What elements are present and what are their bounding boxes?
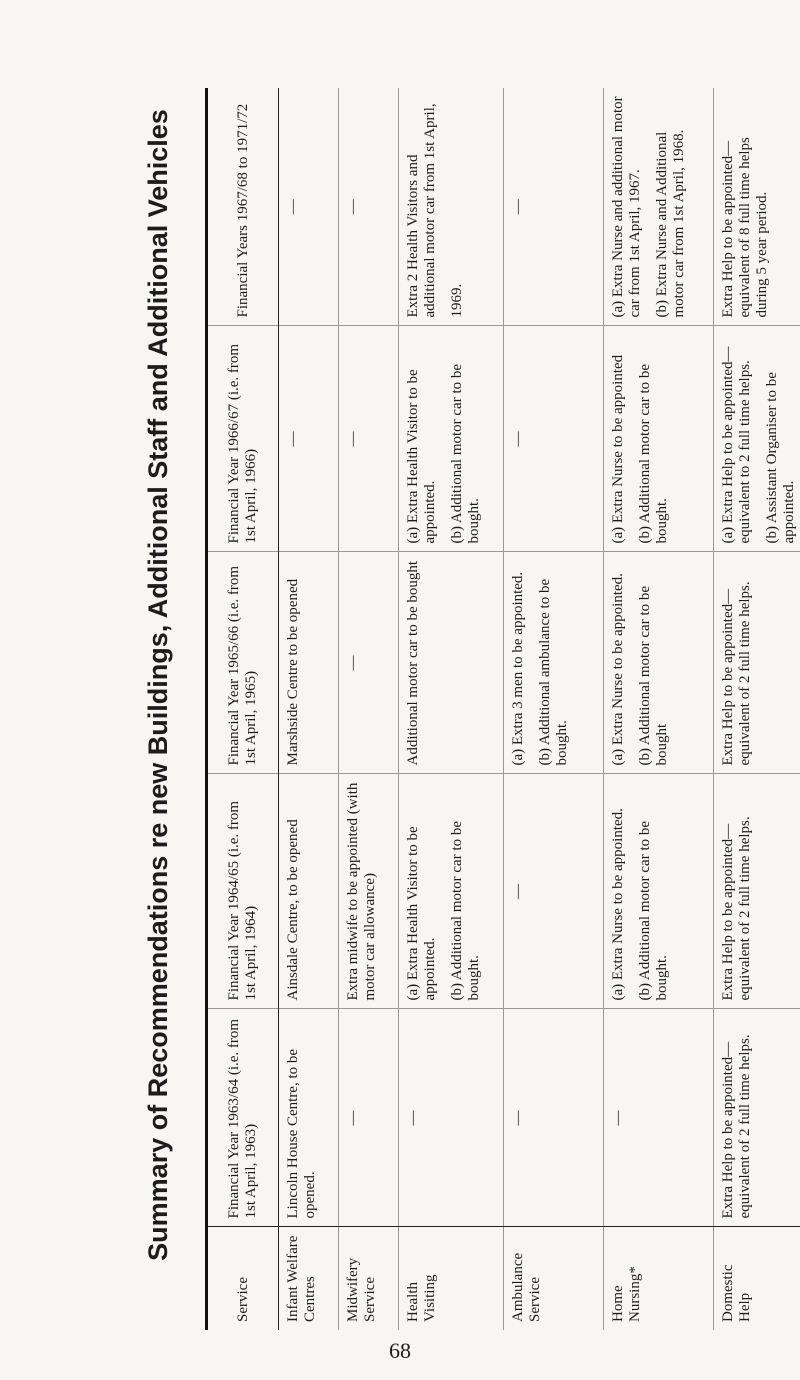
cell-1963: — bbox=[510, 1110, 526, 1126]
cell-1963: Extra Help to be appointed—equivalent of 2 full time helps. bbox=[714, 1009, 800, 1227]
row-home-nursing bbox=[604, 88, 714, 1330]
item-b: (b) Additional motor car to be bought. bbox=[637, 363, 670, 544]
service-label: Health Visiting bbox=[399, 1227, 504, 1330]
item-text: Extra 2 Health Visitors and additional motor car from 1st April, bbox=[405, 103, 438, 318]
cell-1964: — bbox=[510, 884, 526, 899]
service-label: Ambulance Service bbox=[504, 1227, 604, 1330]
item-a: (a) Extra Health Visitor to be appointed. bbox=[405, 369, 438, 544]
item-b: (b) Additional motor car to be bought. bbox=[637, 820, 670, 1001]
recommendations-table-rotated bbox=[205, 88, 800, 1330]
cell-1967 bbox=[604, 88, 714, 326]
header-service: Service bbox=[207, 1227, 279, 1330]
cell-1964: Extra midwife to be appointed (with motor car allowance) bbox=[339, 774, 399, 1009]
service-label: Infant Welfare Centres bbox=[279, 1227, 339, 1330]
row-health-visiting bbox=[399, 88, 504, 1330]
cell-1964 bbox=[399, 774, 504, 1009]
item-a: (a) Extra Nurse to be appointed. bbox=[610, 808, 626, 1001]
service-label: Home Nursing* bbox=[604, 1227, 714, 1330]
item-b: (b) Additional motor car to be bought. bbox=[449, 363, 482, 544]
cell-1966: — bbox=[510, 431, 526, 447]
header-1965: Financial Year 1965/66 (i.e. from 1st April, 1965) bbox=[207, 552, 279, 774]
item-a: (a) Extra Help to be appointed—equivalent to 2 full time helps. bbox=[720, 346, 753, 544]
row-midwifery bbox=[339, 88, 399, 1330]
cell-1963: — bbox=[345, 1110, 361, 1126]
cell-1966 bbox=[604, 326, 714, 552]
cell-1965: Marshside Centre to be opened bbox=[279, 552, 339, 774]
item-a: (a) Extra 3 men to be appointed. bbox=[510, 571, 526, 766]
recommendations-table bbox=[205, 88, 800, 1330]
cell-1964: Extra Help to be appointed—equivalent of 2 full time helps. bbox=[714, 774, 800, 1009]
header-1964: Financial Year 1964/65 (i.e. from 1st April, 1964) bbox=[207, 774, 279, 1009]
page-number: 68 bbox=[389, 1338, 411, 1363]
cell-1965: — bbox=[345, 655, 361, 671]
row-infant-welfare bbox=[279, 88, 339, 1330]
cell-1966: — bbox=[345, 431, 361, 447]
page-title: Summary of Recommendations re new Buildings, Additional Staff and Additional Vehicles bbox=[143, 109, 173, 1261]
service-label: Domestic Help bbox=[714, 1227, 800, 1330]
item-b: (b) Additional ambulance to be bought. bbox=[537, 578, 570, 766]
row-ambulance bbox=[504, 88, 604, 1330]
item-a: (a) Extra Health Visitor to be appointed. bbox=[405, 826, 438, 1001]
cell-1963: — bbox=[610, 1110, 626, 1126]
item-year: 1969. bbox=[449, 283, 465, 318]
item-a: (a) Extra Nurse to be appointed. bbox=[610, 573, 626, 766]
cell-1967: — bbox=[345, 199, 361, 215]
cell-1965: Additional motor car to be bought bbox=[399, 552, 504, 774]
item-b: (b) Assistant Organiser to be appointed. bbox=[764, 372, 797, 544]
cell-1965 bbox=[504, 552, 604, 774]
cell-1964: Ainsdale Centre, to be opened bbox=[279, 774, 339, 1009]
item-a: (a) Extra Nurse to be appointed bbox=[610, 354, 626, 544]
item-a: (a) Extra Nurse and additional motor car from 1st April, 1967. bbox=[610, 96, 643, 318]
recommendations-table-frame bbox=[205, 88, 800, 1330]
item-b: (b) Additional motor car to be bought. bbox=[449, 820, 482, 1001]
cell-1966 bbox=[399, 326, 504, 552]
service-label: Midwifery Service bbox=[339, 1227, 399, 1330]
cell-1966 bbox=[714, 326, 800, 552]
cell-1966: — bbox=[285, 431, 301, 447]
cell-1964 bbox=[604, 774, 714, 1009]
header-1966: Financial Year 1966/67 (i.e. from 1st April, 1966) bbox=[207, 326, 279, 552]
header-1967: Financial Years 1967/68 to 1971/72 bbox=[207, 88, 279, 326]
cell-1967: — bbox=[285, 199, 301, 215]
row-domestic-help bbox=[714, 88, 800, 1330]
cell-1965 bbox=[604, 552, 714, 774]
cell-1967: Extra Help to be appointed—equivalent of 8 full time helps during 5 year period. bbox=[720, 137, 770, 318]
item-b: (b) Extra Nurse and Additional motor car from 1st April, 1968. bbox=[654, 129, 687, 318]
title-region bbox=[128, 40, 188, 1330]
cell-1963: Lincoln House Centre, to be opened. bbox=[279, 1009, 339, 1227]
header-row bbox=[207, 88, 279, 1330]
header-1963: Financial Year 1963/64 (i.e. from 1st April, 1963) bbox=[207, 1009, 279, 1227]
cell-1967: — bbox=[510, 199, 526, 215]
cell-1963: — bbox=[405, 1110, 421, 1126]
cell-1965: Extra Help to be appointed—equivalent of 2 full time helps. bbox=[714, 552, 800, 774]
cell-1967 bbox=[399, 88, 504, 326]
item-b: (b) Additional motor car to be bought bbox=[637, 585, 670, 766]
